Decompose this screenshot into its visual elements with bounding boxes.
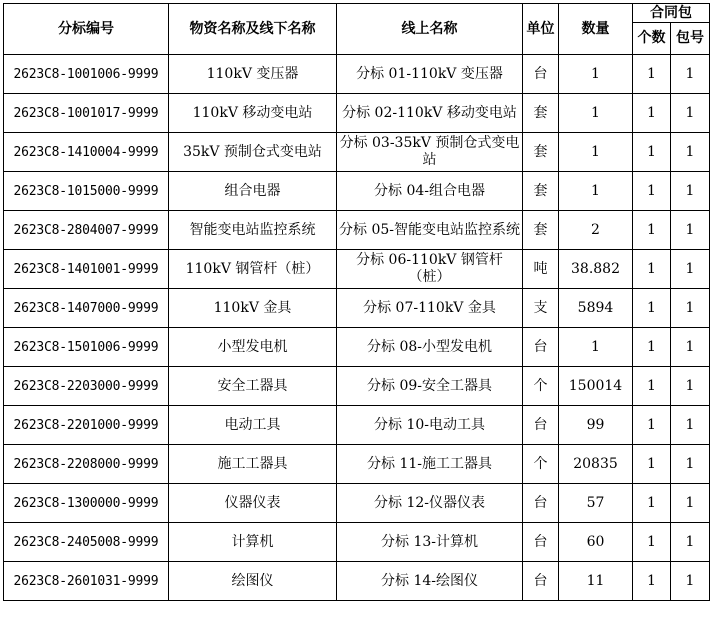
- code-cell: 2623C8-1300000-9999: [4, 484, 169, 523]
- material-cell: 智能变电站监控系统: [169, 211, 337, 250]
- code-cell: 2623C8-1015000-9999: [4, 172, 169, 211]
- quantity-cell: 2: [559, 211, 633, 250]
- unit-cell: 套: [523, 94, 559, 133]
- material-cell: 安全工器具: [169, 367, 337, 406]
- header-material: 物资名称及线下名称: [169, 4, 337, 55]
- unit-cell: 台: [523, 484, 559, 523]
- count-cell: 1: [633, 562, 671, 601]
- code-cell: 2623C8-2208000-9999: [4, 445, 169, 484]
- online-name-cell: 分标 14-绘图仪: [337, 562, 523, 601]
- online-name-cell: 分标 06-110kV 钢管杆（桩）: [337, 250, 523, 289]
- code-cell: 2623C8-1407000-9999: [4, 289, 169, 328]
- pack-cell: 1: [671, 172, 710, 211]
- unit-cell: 台: [523, 523, 559, 562]
- quantity-cell: 5894: [559, 289, 633, 328]
- online-name-cell: 分标 10-电动工具: [337, 406, 523, 445]
- material-cell: 35kV 预制仓式变电站: [169, 133, 337, 172]
- count-cell: 1: [633, 133, 671, 172]
- online-name-cell: 分标 02-110kV 移动变电站: [337, 94, 523, 133]
- pack-cell: 1: [671, 367, 710, 406]
- unit-cell: 套: [523, 133, 559, 172]
- quantity-cell: 1: [559, 133, 633, 172]
- online-name-cell: 分标 05-智能变电站监控系统: [337, 211, 523, 250]
- header-contract: 合同包: [633, 4, 710, 23]
- unit-cell: 吨: [523, 250, 559, 289]
- online-name-cell: 分标 12-仪器仪表: [337, 484, 523, 523]
- material-cell: 绘图仪: [169, 562, 337, 601]
- pack-cell: 1: [671, 328, 710, 367]
- header-code: 分标编号: [4, 4, 169, 55]
- table-row: [4, 289, 710, 328]
- code-cell: 2623C8-1001006-9999: [4, 55, 169, 94]
- unit-cell: 个: [523, 445, 559, 484]
- table-body: [4, 55, 710, 601]
- table-row: [4, 406, 710, 445]
- table-row: [4, 367, 710, 406]
- unit-cell: 个: [523, 367, 559, 406]
- quantity-cell: 1: [559, 55, 633, 94]
- material-cell: 施工工器具: [169, 445, 337, 484]
- count-cell: 1: [633, 523, 671, 562]
- online-name-cell: 分标 04-组合电器: [337, 172, 523, 211]
- table-row: [4, 523, 710, 562]
- material-cell: 电动工具: [169, 406, 337, 445]
- quantity-cell: 1: [559, 328, 633, 367]
- header-qty: 数量: [559, 4, 633, 55]
- code-cell: 2623C8-2804007-9999: [4, 211, 169, 250]
- material-cell: 110kV 移动变电站: [169, 94, 337, 133]
- material-cell: 小型发电机: [169, 328, 337, 367]
- table-row: [4, 562, 710, 601]
- table-row: [4, 484, 710, 523]
- code-cell: 2623C8-2601031-9999: [4, 562, 169, 601]
- header-online: 线上名称: [337, 4, 523, 55]
- material-cell: 计算机: [169, 523, 337, 562]
- count-cell: 1: [633, 250, 671, 289]
- header-pack: 包号: [671, 23, 710, 55]
- unit-cell: 支: [523, 289, 559, 328]
- online-name-cell: 分标 08-小型发电机: [337, 328, 523, 367]
- count-cell: 1: [633, 484, 671, 523]
- pack-cell: 1: [671, 133, 710, 172]
- code-cell: 2623C8-2201000-9999: [4, 406, 169, 445]
- code-cell: 2623C8-1501006-9999: [4, 328, 169, 367]
- unit-cell: 套: [523, 172, 559, 211]
- material-cell: 仪器仪表: [169, 484, 337, 523]
- online-name-cell: 分标 01-110kV 变压器: [337, 55, 523, 94]
- table-row: [4, 172, 710, 211]
- quantity-cell: 60: [559, 523, 633, 562]
- pack-cell: 1: [671, 562, 710, 601]
- quantity-cell: 150014: [559, 367, 633, 406]
- count-cell: 1: [633, 289, 671, 328]
- pack-cell: 1: [671, 94, 710, 133]
- header-unit: 单位: [523, 4, 559, 55]
- material-cell: 110kV 钢管杆（桩）: [169, 250, 337, 289]
- code-cell: 2623C8-2203000-9999: [4, 367, 169, 406]
- unit-cell: 台: [523, 562, 559, 601]
- table-row: [4, 328, 710, 367]
- material-cell: 110kV 金具: [169, 289, 337, 328]
- material-cell: 110kV 变压器: [169, 55, 337, 94]
- count-cell: 1: [633, 445, 671, 484]
- quantity-cell: 1: [559, 172, 633, 211]
- online-name-cell: 分标 13-计算机: [337, 523, 523, 562]
- count-cell: 1: [633, 211, 671, 250]
- quantity-cell: 38.882: [559, 250, 633, 289]
- code-cell: 2623C8-1401001-9999: [4, 250, 169, 289]
- unit-cell: 台: [523, 406, 559, 445]
- unit-cell: 套: [523, 211, 559, 250]
- quantity-cell: 20835: [559, 445, 633, 484]
- table-row: [4, 55, 710, 94]
- quantity-cell: 99: [559, 406, 633, 445]
- code-cell: 2623C8-1410004-9999: [4, 133, 169, 172]
- table-row: [4, 94, 710, 133]
- pack-cell: 1: [671, 406, 710, 445]
- count-cell: 1: [633, 172, 671, 211]
- procurement-table: [3, 3, 710, 601]
- pack-cell: 1: [671, 55, 710, 94]
- header-count: 个数: [633, 23, 671, 55]
- code-cell: 2623C8-1001017-9999: [4, 94, 169, 133]
- pack-cell: 1: [671, 211, 710, 250]
- table-row: [4, 133, 710, 172]
- count-cell: 1: [633, 94, 671, 133]
- online-name-cell: 分标 09-安全工器具: [337, 367, 523, 406]
- online-name-cell: 分标 11-施工工器具: [337, 445, 523, 484]
- count-cell: 1: [633, 406, 671, 445]
- online-name-cell: 分标 07-110kV 金具: [337, 289, 523, 328]
- pack-cell: 1: [671, 289, 710, 328]
- quantity-cell: 11: [559, 562, 633, 601]
- unit-cell: 台: [523, 328, 559, 367]
- material-cell: 组合电器: [169, 172, 337, 211]
- online-name-cell: 分标 03-35kV 预制仓式变电站: [337, 133, 523, 172]
- pack-cell: 1: [671, 523, 710, 562]
- table-row: [4, 211, 710, 250]
- pack-cell: 1: [671, 250, 710, 289]
- table-row: [4, 445, 710, 484]
- count-cell: 1: [633, 55, 671, 94]
- unit-cell: 台: [523, 55, 559, 94]
- count-cell: 1: [633, 367, 671, 406]
- pack-cell: 1: [671, 445, 710, 484]
- quantity-cell: 57: [559, 484, 633, 523]
- quantity-cell: 1: [559, 94, 633, 133]
- table-row: [4, 250, 710, 289]
- pack-cell: 1: [671, 484, 710, 523]
- code-cell: 2623C8-2405008-9999: [4, 523, 169, 562]
- count-cell: 1: [633, 328, 671, 367]
